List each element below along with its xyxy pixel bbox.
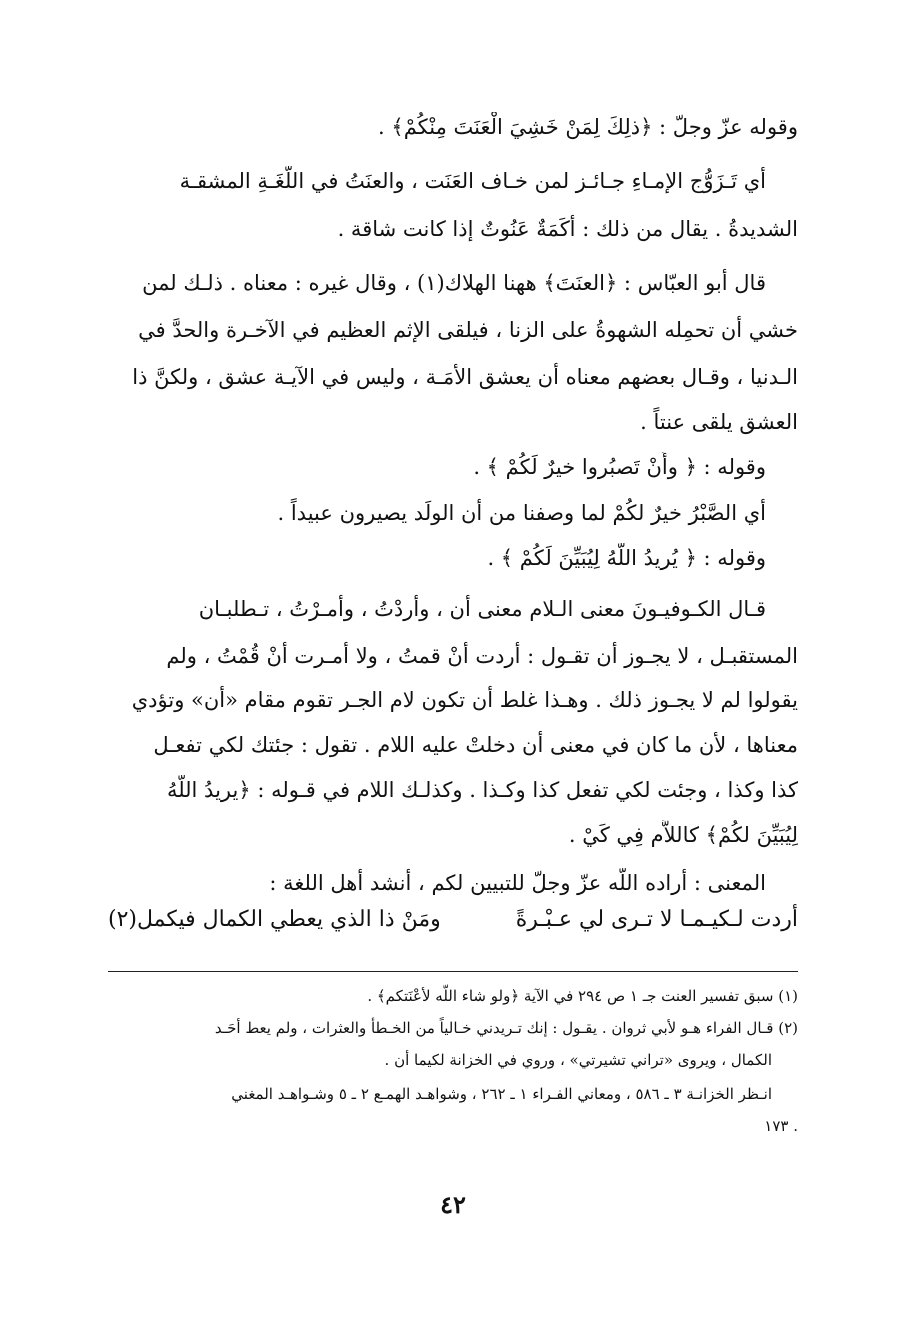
footnote-divider bbox=[108, 971, 798, 972]
text-line-1: وقوله عزّ وجلّ : ﴿ذلِكَ لِمَنْ خَشِيَ الْعَنَتَ مِنْكُمْ﴾ . bbox=[378, 115, 798, 139]
page-number: ٤٢ bbox=[440, 1190, 466, 1219]
text-line-15: كذا وكذا ، وجئت لكي تفعل كذا وكـذا . وكذلـك اللام في قـوله : ﴿يريدُ اللَّهُ bbox=[166, 778, 798, 802]
text-line-4: قال أبو العبّاس : ﴿العنَتَ﴾ ههنا الهلاك(١) ، وقال غيره : معناه . ذلـك لمن bbox=[142, 271, 766, 295]
footnote-1: (١) سبق تفسير العنت جـ ١ ص ٢٩٤ في الآية ﴿ولو شاء اللَّه لأعْنَتكم﴾ . bbox=[367, 987, 798, 1005]
text-line-17: المعنى : أراده اللَّه عزّ وجلّ للتبيين لكم ، أنشد أهل اللغة : bbox=[269, 871, 766, 895]
verse-first-hemistich: أردت لـكيـمـا لا تـرى لي عـبْـرةً bbox=[515, 907, 798, 932]
footnote-2-line-4: . ١٧٣ bbox=[764, 1117, 798, 1135]
text-line-7: العشق يلقى عنتاً . bbox=[640, 410, 798, 434]
text-line-8: وقوله : ﴿ وأَنْ تَصبُروا خيرٌ لَكُمْ ﴾ . bbox=[473, 455, 766, 479]
footnote-2-line-3: انـظر الخزانـة ٣ ـ ٥٨٦ ، ومعاني الفـراء ١ ـ ٢٦٢ ، وشواهـد الهمـع ٢ ـ ٥ وشـواهـد المغني bbox=[231, 1085, 772, 1103]
text-line-6: الـدنيا ، وقـال بعضهم معناه أن يعشق الأمَـة ، وليس في الآيـة عشق ، ولكنَّ ذا bbox=[132, 365, 798, 389]
text-line-9: أي الصَّبْرُ خيرٌ لكُمْ لما وصفنا من أن الولَد يصيرون عبيداً . bbox=[277, 501, 766, 525]
verse-second-hemistich: ومَنْ ذا الذي يعطي الكمال فيكمل(٢) bbox=[108, 907, 441, 932]
footnote-2-line-2: الكمال ، ويروى «تراني تشيرتي» ، وروي في الخزانة لكيما أن . bbox=[384, 1051, 772, 1069]
footnote-2-line-1: (٢) قـال الفراء هـو لأبي ثروان . يقـول : إنك تـريدني خـالياً من الخـطأ والعثرات ، ولم يعط أحَـد bbox=[214, 1019, 798, 1037]
text-line-16: لِيُبَيِّنَ لكُمْ﴾ كاللاَّم فِي كَيْ . bbox=[568, 823, 798, 847]
text-line-11: قـال الكـوفيـونَ معنى الـلام معنى أن ، وأردْتُ ، وأمـرْتُ ، تـطلبـان bbox=[198, 597, 766, 621]
text-line-3: الشديدةُ . يقال من ذلك : أكَمَةٌ عَنُوتٌ إذا كانت شاقة . bbox=[337, 217, 798, 241]
text-line-2: أي تَـزَوُّج الإمـاءِ جـائـز لمن خـاف العَنَت ، والعنَتُ في اللُّغَـةِ المشقـة bbox=[179, 169, 766, 193]
text-line-13: يقولوا لم لا يجـوز ذلك . وهـذا غلط أن تكون لام الجـر تقوم مقام «أن» وتؤدي bbox=[131, 688, 798, 712]
text-line-10: وقوله : ﴿ يُريدُ اللَّهُ لِيُبَيِّنَ لَكُمْ ﴾ . bbox=[487, 546, 766, 570]
text-line-12: المستقبـل ، لا يجـوز أن تقـول : أردت أنْ قمتُ ، ولا أمـرت أنْ قُمْتُ ، ولم bbox=[166, 644, 798, 668]
text-line-14: معناها ، لأن ما كان في معنى أن دخلتْ عليه اللام . تقول : جئتك لكي تفعـل bbox=[153, 733, 798, 757]
text-line-5: خشي أن تحمِله الشهوةُ على الزنا ، فيلقى الإثم العظيم في الآخـرة والحدَّ في bbox=[138, 318, 798, 342]
